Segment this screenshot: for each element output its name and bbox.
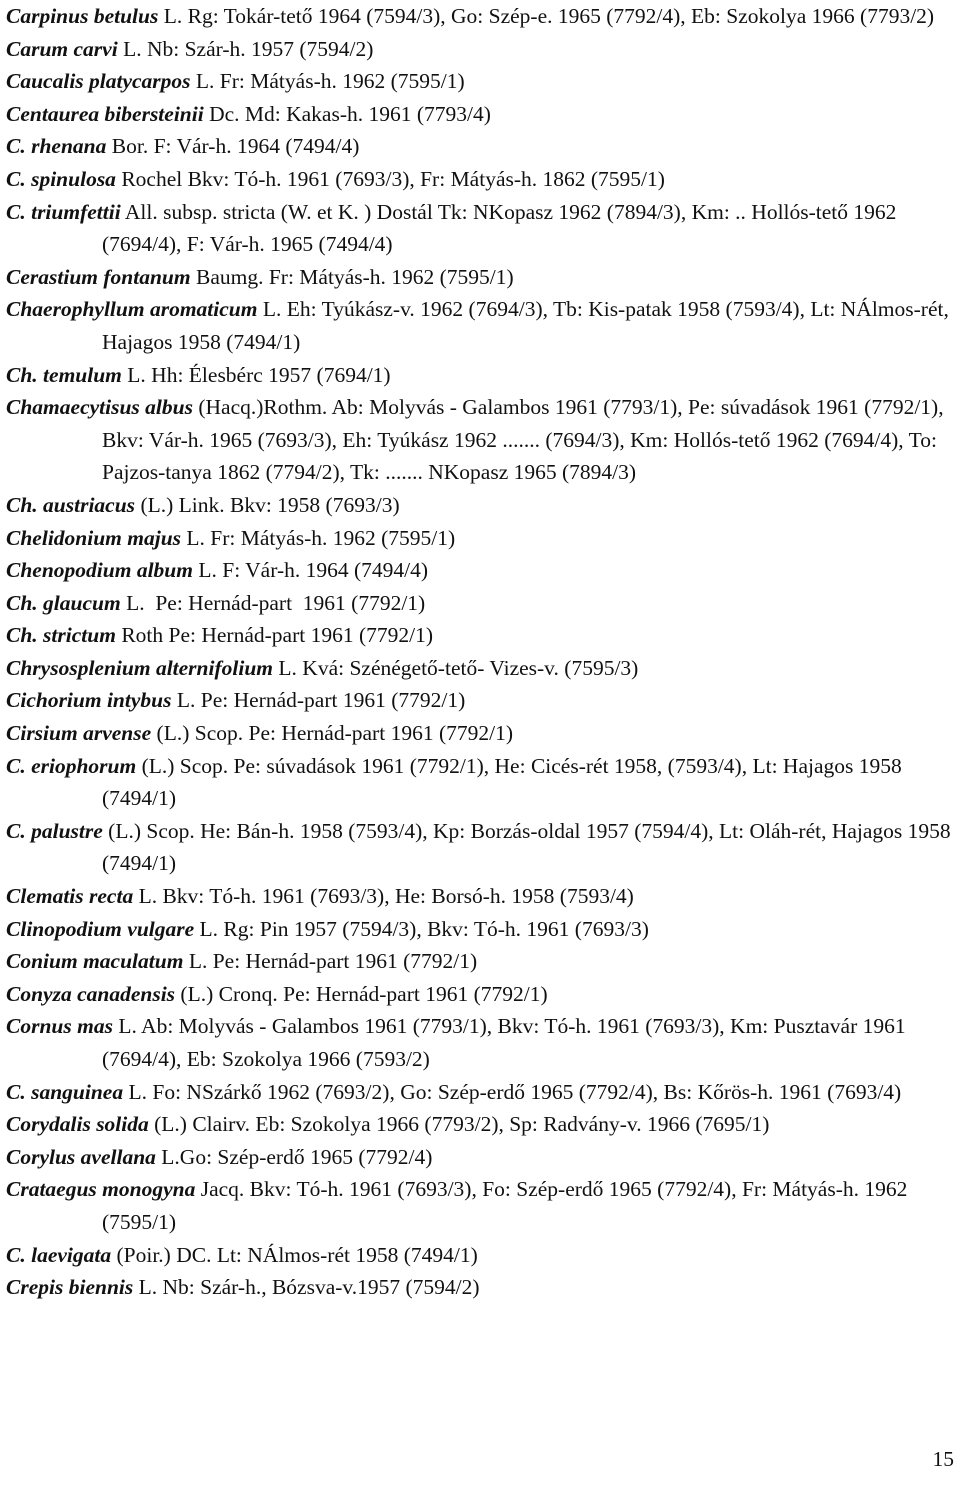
species-name: Chamaecytisus albus — [6, 395, 193, 420]
species-occurrence-text: L. F: Vár-h. 1964 (7494/4) — [192, 558, 429, 583]
species-occurrence-text: Dc. Md: Kakas-h. 1961 (7793/4) — [203, 101, 491, 126]
species-name: Conium maculatum — [6, 949, 184, 974]
species-occurrence-text: (L.) Scop. Pe: súvadások 1961 (7792/1), He: Cicés-rét 1958, (7593/4), Lt: Hajagos 1958 (7494/1) — [102, 753, 908, 811]
species-occurrence-text: Rochel Bkv: Tó-h. 1961 (7693/3), Fr: Mátyás-h. 1862 (7595/1) — [115, 166, 665, 191]
species-entry — [6, 130, 956, 163]
species-entry — [6, 1173, 956, 1238]
species-entry — [6, 913, 956, 946]
species-occurrence-text: L. Ab: Molyvás - Galambos 1961 (7793/1), Bkv: Tó-h. 1961 (7693/3), Km: Pusztavár 1961 (7694/4), Eb: Szokolya 1966 (7593/2) — [102, 1014, 911, 1071]
species-occurrence-text: L. Bkv: Tó-h. 1961 (7693/3), He: Borsó-h. 1958 (7593/4) — [133, 884, 634, 909]
species-occurrence-text: L. Rg: Tokár-tető 1964 (7594/3), Go: Szép-e. 1965 (7792/4), Eb: Szokolya 1966 (7793/2) — [158, 4, 935, 28]
species-name: C. triumfettii — [6, 199, 121, 224]
species-name: Cichorium intybus — [6, 688, 172, 713]
species-name: Ch. glaucum — [6, 590, 121, 615]
species-name: Crataegus monogyna — [6, 1177, 196, 1202]
species-occurrence-text: (L.) Scop. He: Bán-h. 1958 (7593/4), Kp: Borzás-oldal 1957 (7594/4), Lt: Oláh-rét, Hajagos 1958 (7494/1) — [102, 818, 957, 876]
species-occurrence-text: L. Rg: Pin 1957 (7594/3), Bkv: Tó-h. 1961 (7693/3) — [194, 916, 649, 941]
species-occurrence-text: All. subsp. stricta (W. et K. ) Dostál Tk: NKopasz 1962 (7894/3), Km: .. Hollós-tető 1962 (7694/4), F: Vár-h. 1965 (7494/4) — [102, 199, 902, 257]
page-number: 15 — [932, 1447, 954, 1471]
species-name: C. sanguinea — [6, 1079, 124, 1104]
species-occurrence-text: L. Nb: Szár-h. 1957 (7594/2) — [117, 36, 374, 61]
species-occurrence-text: L. Fo: NSzárkő 1962 (7693/2), Go: Szép-erdő 1965 (7792/4), Bs: Kőrös-h. 1961 (7693/4) — [123, 1079, 902, 1104]
species-name: Carum carvi — [6, 36, 118, 61]
species-entry — [6, 489, 956, 522]
species-name: Corylus avellana — [6, 1144, 156, 1169]
species-occurrence-text: (L.) Scop. Pe: Hernád-part 1961 (7792/1) — [151, 721, 513, 746]
species-entry — [6, 880, 956, 913]
species-occurrence-text: L. Pe: Hernád-part 1961 (7792/1) — [183, 949, 478, 974]
species-entry — [6, 684, 956, 717]
species-name: Cerastium fontanum — [6, 264, 191, 289]
species-occurrence-text: L. Pe: Hernád-part 1961 (7792/1) — [120, 590, 426, 615]
species-name: C. spinulosa — [6, 166, 116, 191]
species-occurrence-text: L. Pe: Hernád-part 1961 (7792/1) — [171, 688, 466, 713]
species-occurrence-text: (L.) Link. Bkv: 1958 (7693/3) — [135, 492, 400, 517]
species-name: Caucalis platycarpos — [6, 69, 191, 94]
species-name: C. eriophorum — [6, 753, 137, 778]
species-entry — [6, 1076, 956, 1109]
species-name: C. palustre — [6, 818, 103, 843]
species-occurrence-text: L. Kvá: Szénégető-tető- Vizes-v. (7595/3) — [273, 655, 639, 680]
species-entry — [6, 98, 956, 131]
species-name: Corydalis solida — [6, 1112, 149, 1137]
species-entry — [6, 65, 956, 98]
species-occurrence-text: (Poir.) DC. Lt: NÁlmos-rét 1958 (7494/1) — [111, 1242, 478, 1267]
species-entry — [6, 815, 956, 880]
species-entry — [6, 750, 956, 815]
species-occurrence-text: (L.) Clairv. Eb: Szokolya 1966 (7793/2), Sp: Radvány-v. 1966 (7695/1) — [148, 1112, 770, 1137]
species-occurrence-text: L. Hh: Élesbérc 1957 (7694/1) — [121, 362, 391, 387]
species-occurrence-text: Bor. F: Vár-h. 1964 (7494/4) — [106, 134, 360, 159]
species-name: Ch. temulum — [6, 362, 122, 387]
species-entry — [6, 163, 956, 196]
species-entry — [6, 652, 956, 685]
species-name: Ch. austriacus — [6, 492, 136, 517]
species-name: Carpinus betulus — [6, 4, 159, 28]
species-occurrence-text: L.Go: Szép-erdő 1965 (7792/4) — [155, 1144, 433, 1169]
species-name: Crepis biennis — [6, 1275, 134, 1300]
species-entry — [6, 587, 956, 620]
species-name: Centaurea bibersteinii — [6, 101, 204, 126]
species-entry — [6, 261, 956, 294]
species-entry — [6, 522, 956, 555]
species-name: Chaerophyllum aromaticum — [6, 297, 258, 322]
species-name: Chelidonium majus — [6, 525, 182, 550]
species-occurrence-text: (Hacq.)Rothm. Ab: Molyvás - Galambos 1961 (7793/1), Pe: súvadások 1961 (7792/1), Bkv: Vár-h. 1965 (7693/3), Eh: Tyúkász 1962 ....... (7694/3), Km: Hollós-tető 1962 (7694/4), To: Pajzos-tanya 1862 (7794/2), Tk: ....... NKopasz 1965 (7894/3) — [102, 395, 949, 485]
species-entry — [6, 1141, 956, 1174]
species-entry — [6, 945, 956, 978]
species-entry — [6, 978, 956, 1011]
species-entry — [6, 1271, 956, 1304]
species-entry — [6, 33, 956, 66]
species-entry — [6, 1108, 956, 1141]
species-entry — [6, 0, 956, 33]
species-occurrence-text: Baumg. Fr: Mátyás-h. 1962 (7595/1) — [190, 264, 514, 289]
species-entry — [6, 1239, 956, 1272]
species-name: Cirsium arvense — [6, 721, 152, 746]
species-entry — [6, 196, 956, 261]
species-entry — [6, 554, 956, 587]
species-occurrence-text: Jacq. Bkv: Tó-h. 1961 (7693/3), Fo: Szép-erdő 1965 (7792/4), Fr: Mátyás-h. 1962 (7595/1) — [102, 1177, 913, 1234]
species-occurrence-text: L. Fr: Mátyás-h. 1962 (7595/1) — [190, 69, 465, 94]
species-entry — [6, 619, 956, 652]
species-name: Conyza canadensis — [6, 981, 176, 1006]
species-name: Chrysosplenium alternifolium — [6, 655, 274, 680]
species-occurrence-text: L. Nb: Szár-h., Bózsva-v.1957 (7594/2) — [133, 1275, 480, 1300]
species-occurrence-text: Roth Pe: Hernád-part 1961 (7792/1) — [115, 623, 433, 648]
species-occurrence-text: L. Fr: Mátyás-h. 1962 (7595/1) — [181, 525, 456, 550]
species-entry — [6, 359, 956, 392]
species-name: C. laevigata — [6, 1242, 112, 1267]
species-occurrence-text: (L.) Cronq. Pe: Hernád-part 1961 (7792/1) — [175, 981, 548, 1006]
species-list — [6, 0, 956, 1304]
species-name: Clematis recta — [6, 884, 134, 909]
species-occurrence-text: L. Eh: Tyúkász-v. 1962 (7694/3), Tb: Kis-patak 1958 (7593/4), Lt: NÁlmos-rét, Hajagos 1958 (7494/1) — [102, 297, 955, 354]
species-entry — [6, 391, 956, 489]
species-name: Ch. strictum — [6, 623, 116, 648]
species-name: C. rhenana — [6, 134, 107, 159]
species-name: Clinopodium vulgare — [6, 916, 195, 941]
species-entry — [6, 1010, 956, 1075]
species-name: Cornus mas — [6, 1014, 113, 1039]
species-entry — [6, 293, 956, 358]
species-name: Chenopodium album — [6, 558, 193, 583]
species-entry — [6, 717, 956, 750]
